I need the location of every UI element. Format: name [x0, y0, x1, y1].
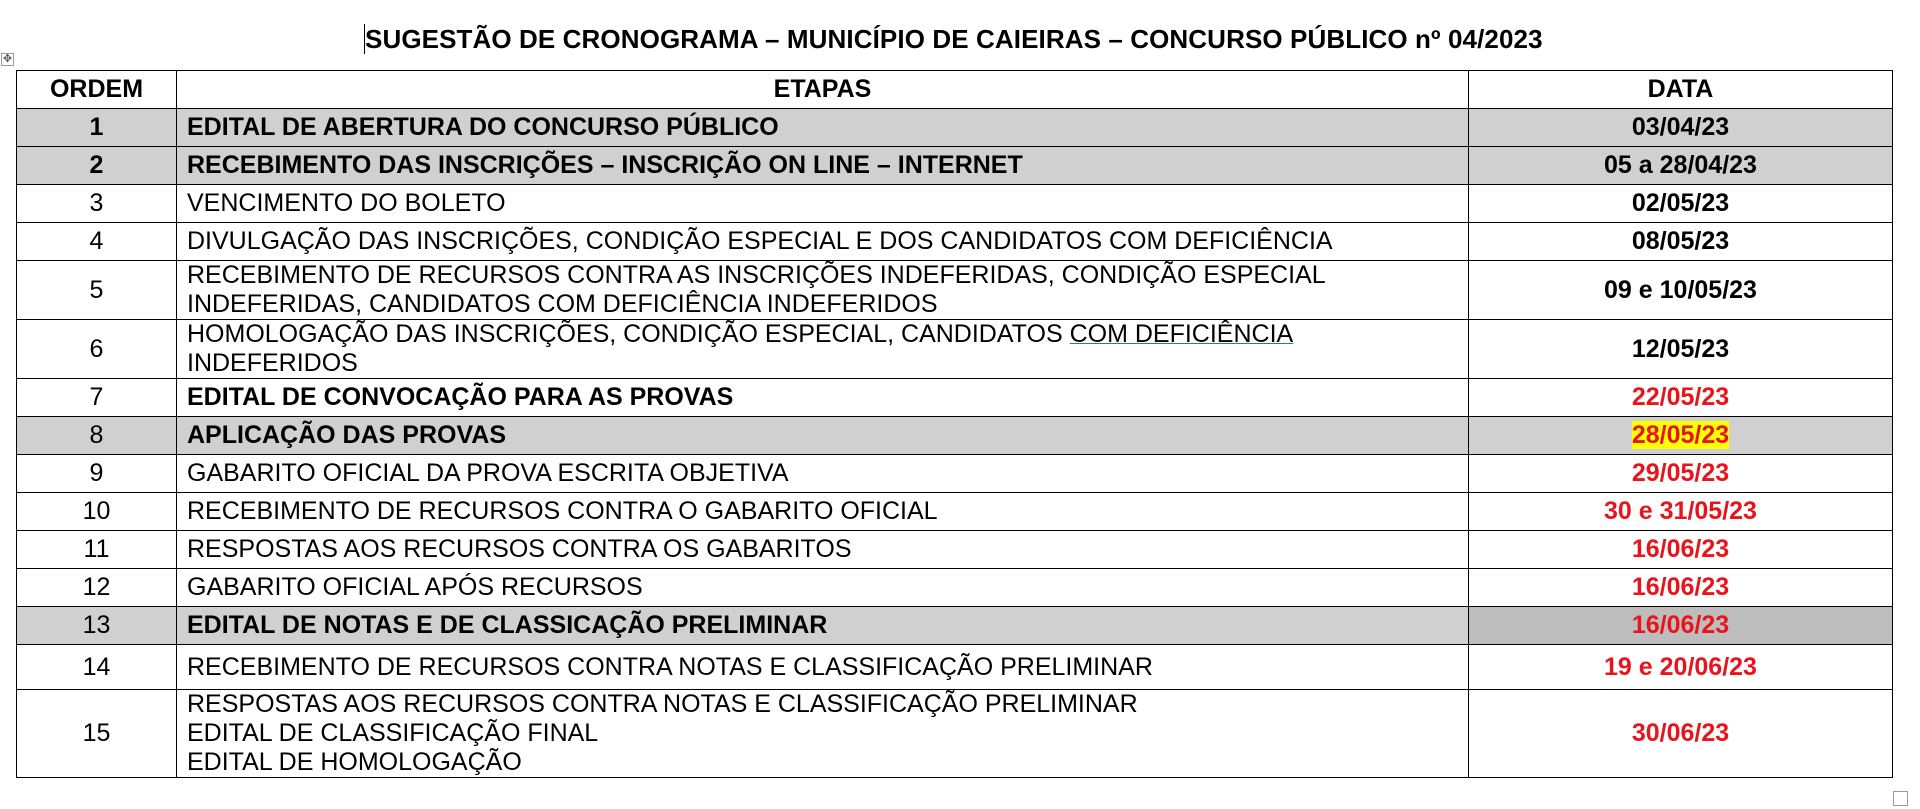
row-data: 30/06/23	[1469, 690, 1893, 778]
table-row	[17, 185, 1893, 223]
row-ordem: 4	[17, 223, 177, 261]
row-data: 08/05/23	[1469, 223, 1893, 261]
row-data: 12/05/23	[1469, 320, 1893, 379]
table-row	[17, 379, 1893, 417]
etapa-text: HOMOLOGAÇÃO DAS INSCRIÇÕES, CONDIÇÃO ESPECIAL, CANDIDATOS	[187, 320, 1070, 348]
row-ordem: 6	[17, 320, 177, 379]
row-etapa: GABARITO OFICIAL APÓS RECURSOS	[177, 569, 1469, 607]
row-etapa: RESPOSTAS AOS RECURSOS CONTRA OS GABARITOS	[177, 531, 1469, 569]
table-row	[17, 147, 1893, 185]
row-etapa: DIVULGAÇÃO DAS INSCRIÇÕES, CONDIÇÃO ESPECIAL E DOS CANDIDATOS COM DEFICIÊNCIA	[177, 223, 1469, 261]
etapa-line: EDITAL DE CLASSIFICAÇÃO FINAL	[187, 719, 599, 747]
row-etapa: RECEBIMENTO DE RECURSOS CONTRA O GABARITO OFICIAL	[177, 493, 1469, 531]
header-data: DATA	[1469, 71, 1893, 109]
table-row	[17, 223, 1893, 261]
etapa-line: INDEFERIDOS	[187, 349, 358, 377]
table-row	[17, 607, 1893, 645]
row-data: 16/06/23	[1469, 607, 1893, 645]
table-row	[17, 569, 1893, 607]
table-row	[17, 690, 1893, 778]
row-ordem: 13	[17, 607, 177, 645]
row-etapa: APLICAÇÃO DAS PROVAS	[177, 417, 1469, 455]
table-row	[17, 455, 1893, 493]
row-ordem: 3	[17, 185, 177, 223]
row-etapa: EDITAL DE NOTAS E DE CLASSICAÇÃO PRELIMINAR	[177, 607, 1469, 645]
highlighted-date: 28/05/23	[1631, 421, 1730, 449]
etapa-line: INDEFERIDAS, CANDIDATOS COM DEFICIÊNCIA INDEFERIDOS	[187, 290, 938, 318]
table-row	[17, 417, 1893, 455]
row-data	[1469, 417, 1893, 455]
etapa-line: RESPOSTAS AOS RECURSOS CONTRA NOTAS E CLASSIFICAÇÃO PRELIMINAR	[187, 690, 1138, 718]
row-data: 22/05/23	[1469, 379, 1893, 417]
row-etapa: RECEBIMENTO DAS INSCRIÇÕES – INSCRIÇÃO ON LINE – INTERNET	[177, 147, 1469, 185]
row-etapa: GABARITO OFICIAL DA PROVA ESCRITA OBJETIVA	[177, 455, 1469, 493]
row-ordem: 15	[17, 690, 177, 778]
row-etapa	[177, 261, 1469, 320]
spellcheck-flagged-text[interactable]: COM DEFICIÊNCIA	[1069, 320, 1294, 348]
table-row	[17, 493, 1893, 531]
row-etapa: EDITAL DE ABERTURA DO CONCURSO PÚBLICO	[177, 109, 1469, 147]
row-data: 09 e 10/05/23	[1469, 261, 1893, 320]
etapa-line	[187, 320, 1458, 349]
row-data: 02/05/23	[1469, 185, 1893, 223]
row-ordem: 2	[17, 147, 177, 185]
row-data: 16/06/23	[1469, 531, 1893, 569]
table-move-handle-icon[interactable]: ✥	[2, 53, 13, 65]
etapa-line: EDITAL DE HOMOLOGAÇÃO	[187, 748, 522, 776]
row-etapa: RECEBIMENTO DE RECURSOS CONTRA NOTAS E CLASSIFICAÇÃO PRELIMINAR	[177, 645, 1469, 690]
table-row	[17, 320, 1893, 379]
row-etapa	[177, 690, 1469, 778]
row-ordem: 9	[17, 455, 177, 493]
row-ordem: 1	[17, 109, 177, 147]
schedule-table	[16, 70, 1893, 778]
header-etapas: ETAPAS	[177, 71, 1469, 109]
header-ordem: ORDEM	[17, 71, 177, 109]
row-etapa: VENCIMENTO DO BOLETO	[177, 185, 1469, 223]
row-ordem: 5	[17, 261, 177, 320]
row-data: 05 a 28/04/23	[1469, 147, 1893, 185]
row-etapa	[177, 320, 1469, 379]
table-header-row	[17, 71, 1893, 109]
row-data: 16/06/23	[1469, 569, 1893, 607]
row-ordem: 12	[17, 569, 177, 607]
table-row	[17, 645, 1893, 690]
row-ordem: 7	[17, 379, 177, 417]
row-ordem: 11	[17, 531, 177, 569]
table-row	[17, 109, 1893, 147]
table-resize-handle-icon[interactable]	[1893, 791, 1908, 806]
row-data: 19 e 20/06/23	[1469, 645, 1893, 690]
row-ordem: 14	[17, 645, 177, 690]
document-title: SUGESTÃO DE CRONOGRAMA – MUNICÍPIO DE CAIEIRAS – CONCURSO PÚBLICO nº 04/2023	[365, 24, 1543, 54]
row-data: 03/04/23	[1469, 109, 1893, 147]
row-data: 30 e 31/05/23	[1469, 493, 1893, 531]
table-row	[17, 261, 1893, 320]
row-etapa: EDITAL DE CONVOCAÇÃO PARA AS PROVAS	[177, 379, 1469, 417]
row-data: 29/05/23	[1469, 455, 1893, 493]
etapa-line: RECEBIMENTO DE RECURSOS CONTRA AS INSCRIÇÕES INDEFERIDAS, CONDIÇÃO ESPECIAL	[187, 261, 1326, 289]
row-ordem: 8	[17, 417, 177, 455]
table-row	[17, 531, 1893, 569]
row-ordem: 10	[17, 493, 177, 531]
